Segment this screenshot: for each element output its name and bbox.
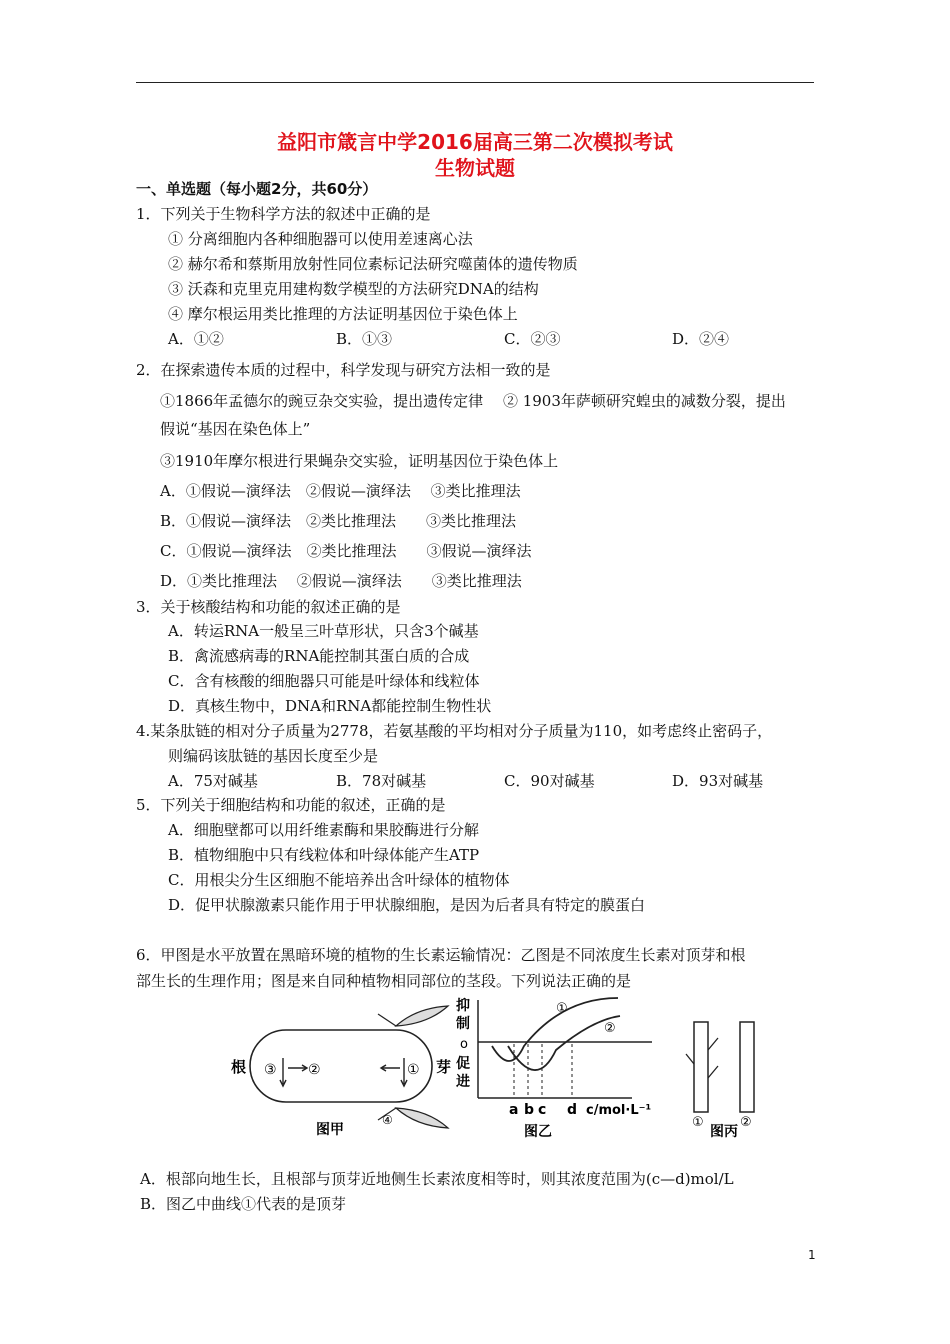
tick-b: b	[524, 1102, 535, 1118]
q4-stem: 4.某条肽链的相对分子质量为2778，若氨基酸的平均相对分子质量为110，如考虑终止密码子，	[136, 722, 773, 740]
q1-stem: 1．下列关于生物科学方法的叙述中正确的是	[136, 205, 431, 223]
exam-subtitle: 生物试题	[435, 156, 515, 180]
q1-item-4: ④ 摩尔根运用类比推理的方法证明基因位于染色体上	[168, 305, 518, 323]
q6-option-a: A．根部向地生长，且根部与顶芽近地侧生长素浓度相等时，则其浓度范围为(c—d)mol/L	[140, 1170, 734, 1188]
mark-2: ②	[308, 1062, 321, 1078]
stem-1-label: ①	[692, 1115, 704, 1130]
q4-option-a: A．75对碱基	[168, 772, 258, 790]
q3-option-c: C．含有核酸的细胞器只可能是叶绿体和线粒体	[168, 672, 480, 690]
q2-item-1b: 假说“基因在染色体上”	[160, 420, 311, 438]
x-unit: c/mol·L⁻¹	[586, 1103, 652, 1118]
bud-2-icon	[708, 1066, 718, 1078]
y-label-inhibit-2: 制	[456, 1016, 470, 1032]
y-label-inhibit-1: 抑	[456, 998, 470, 1014]
stem-segment-2	[740, 1022, 754, 1112]
q2-option-b: B．①假说—演绎法 ②类比推理法 ③类比推理法	[160, 512, 517, 530]
q1-option-b: B．①③	[336, 330, 393, 348]
q3-option-d: D．真核生物中，DNA和RNA都能控制生物性状	[168, 697, 492, 715]
q3-option-b: B．禽流感病毒的RNA能控制其蛋白质的合成	[168, 647, 470, 665]
fig-yi-caption: 图乙	[524, 1124, 552, 1140]
q6-stem-2: 部生长的生理作用；图是来自同种植物相同部位的茎段。下列说法正确的是	[136, 972, 632, 990]
bud-label: 芽	[436, 1058, 452, 1076]
stem-segment-1	[694, 1022, 708, 1112]
q2-option-c: C．①假说—演绎法 ②类比推理法 ③假说—演绎法	[160, 542, 532, 560]
q1-option-d: D．②④	[672, 330, 730, 348]
q5-stem: 5．下列关于细胞结构和功能的叙述，正确的是	[136, 796, 446, 814]
stem-2-label: ②	[740, 1115, 752, 1130]
q1-item-2: ② 赫尔希和蔡斯用放射性同位素标记法研究噬菌体的遗传物质	[168, 255, 578, 273]
curve-2-label: ②	[604, 1021, 616, 1036]
tick-c: c	[538, 1102, 547, 1118]
mark-1: ①	[407, 1062, 420, 1078]
q6-option-b: B．图乙中曲线①代表的是顶芽	[140, 1195, 347, 1213]
curve-1-label: ①	[556, 1001, 568, 1016]
q5-option-a: A．细胞壁都可以用纤维素酶和果胶酶进行分解	[168, 821, 479, 839]
figure-yi	[452, 994, 658, 1144]
section-heading: 一、单选题（每小题2分，共60分）	[136, 180, 378, 198]
q1-item-3: ③ 沃森和克里克用建构数学模型的方法研究DNA的结构	[168, 280, 539, 298]
seedling-outline	[250, 1030, 432, 1102]
y-label-promote-2: 进	[456, 1074, 470, 1090]
bud-3-icon	[686, 1054, 694, 1064]
mark-3: ③	[264, 1062, 277, 1078]
root-label: 根	[231, 1058, 247, 1076]
q4-option-c: C．90对碱基	[504, 772, 595, 790]
q2-option-d: D．①类比推理法 ②假说—演绎法 ③类比推理法	[160, 572, 522, 590]
tick-a: a	[509, 1102, 519, 1118]
q3-option-a: A．转运RNA一般呈三叶草形状，只含3个碱基	[168, 622, 479, 640]
q4-option-d: D．93对碱基	[672, 772, 764, 790]
y-zero-label: o	[460, 1037, 468, 1052]
q2-item-3: ③1910年摩尔根进行果蝇杂交实验，证明基因位于染色体上	[160, 452, 559, 470]
q1-option-c: C．②③	[504, 330, 561, 348]
q5-option-d: D．促甲状腺激素只能作用于甲状腺细胞，是因为后者具有特定的膜蛋白	[168, 896, 646, 914]
y-label-promote-1: 促	[456, 1056, 470, 1072]
tick-d: d	[567, 1102, 578, 1118]
q4-option-b: B．78对碱基	[336, 772, 427, 790]
leaf-bottom-icon	[396, 1108, 448, 1128]
leaf-top-icon	[396, 1006, 448, 1026]
q5-option-b: B．植物细胞中只有线粒体和叶绿体能产生ATP	[168, 846, 480, 864]
figure-jia	[226, 1000, 456, 1140]
fig-jia-caption: 图甲	[316, 1122, 344, 1138]
q6-stem: 6．甲图是水平放置在黑暗环境的植物的生长素运输情况：乙图是不同浓度生长素对顶芽和根	[136, 946, 746, 964]
q2-item-1: ①1866年孟德尔的豌豆杂交实验，提出遗传定律 ② 1903年萨顿研究蝗虫的减数分裂，提出	[160, 392, 786, 410]
q4-stem-2: 则编码该肽链的基因长度至少是	[168, 747, 379, 765]
fig-bing-caption: 图丙	[710, 1124, 738, 1140]
mark-4: ④	[382, 1113, 393, 1127]
exam-title: 益阳市箴言中学2016届高三第二次模拟考试	[277, 130, 673, 154]
q3-stem: 3．关于核酸结构和功能的叙述正确的是	[136, 598, 401, 616]
page-number: 1	[808, 1248, 816, 1262]
bud-1-icon	[708, 1038, 718, 1050]
header-rule	[136, 82, 814, 83]
figure-bing	[680, 1014, 780, 1140]
q1-option-a: A．①②	[168, 330, 224, 348]
q1-item-1: ① 分离细胞内各种细胞器可以使用差速离心法	[168, 230, 473, 248]
q2-option-a: A．①假说—演绎法 ②假说—演绎法 ③类比推理法	[160, 482, 521, 500]
q5-option-c: C．用根尖分生区细胞不能培养出含叶绿体的植物体	[168, 871, 510, 889]
q2-stem: 2．在探索遗传本质的过程中，科学发现与研究方法相一致的是	[136, 361, 551, 379]
